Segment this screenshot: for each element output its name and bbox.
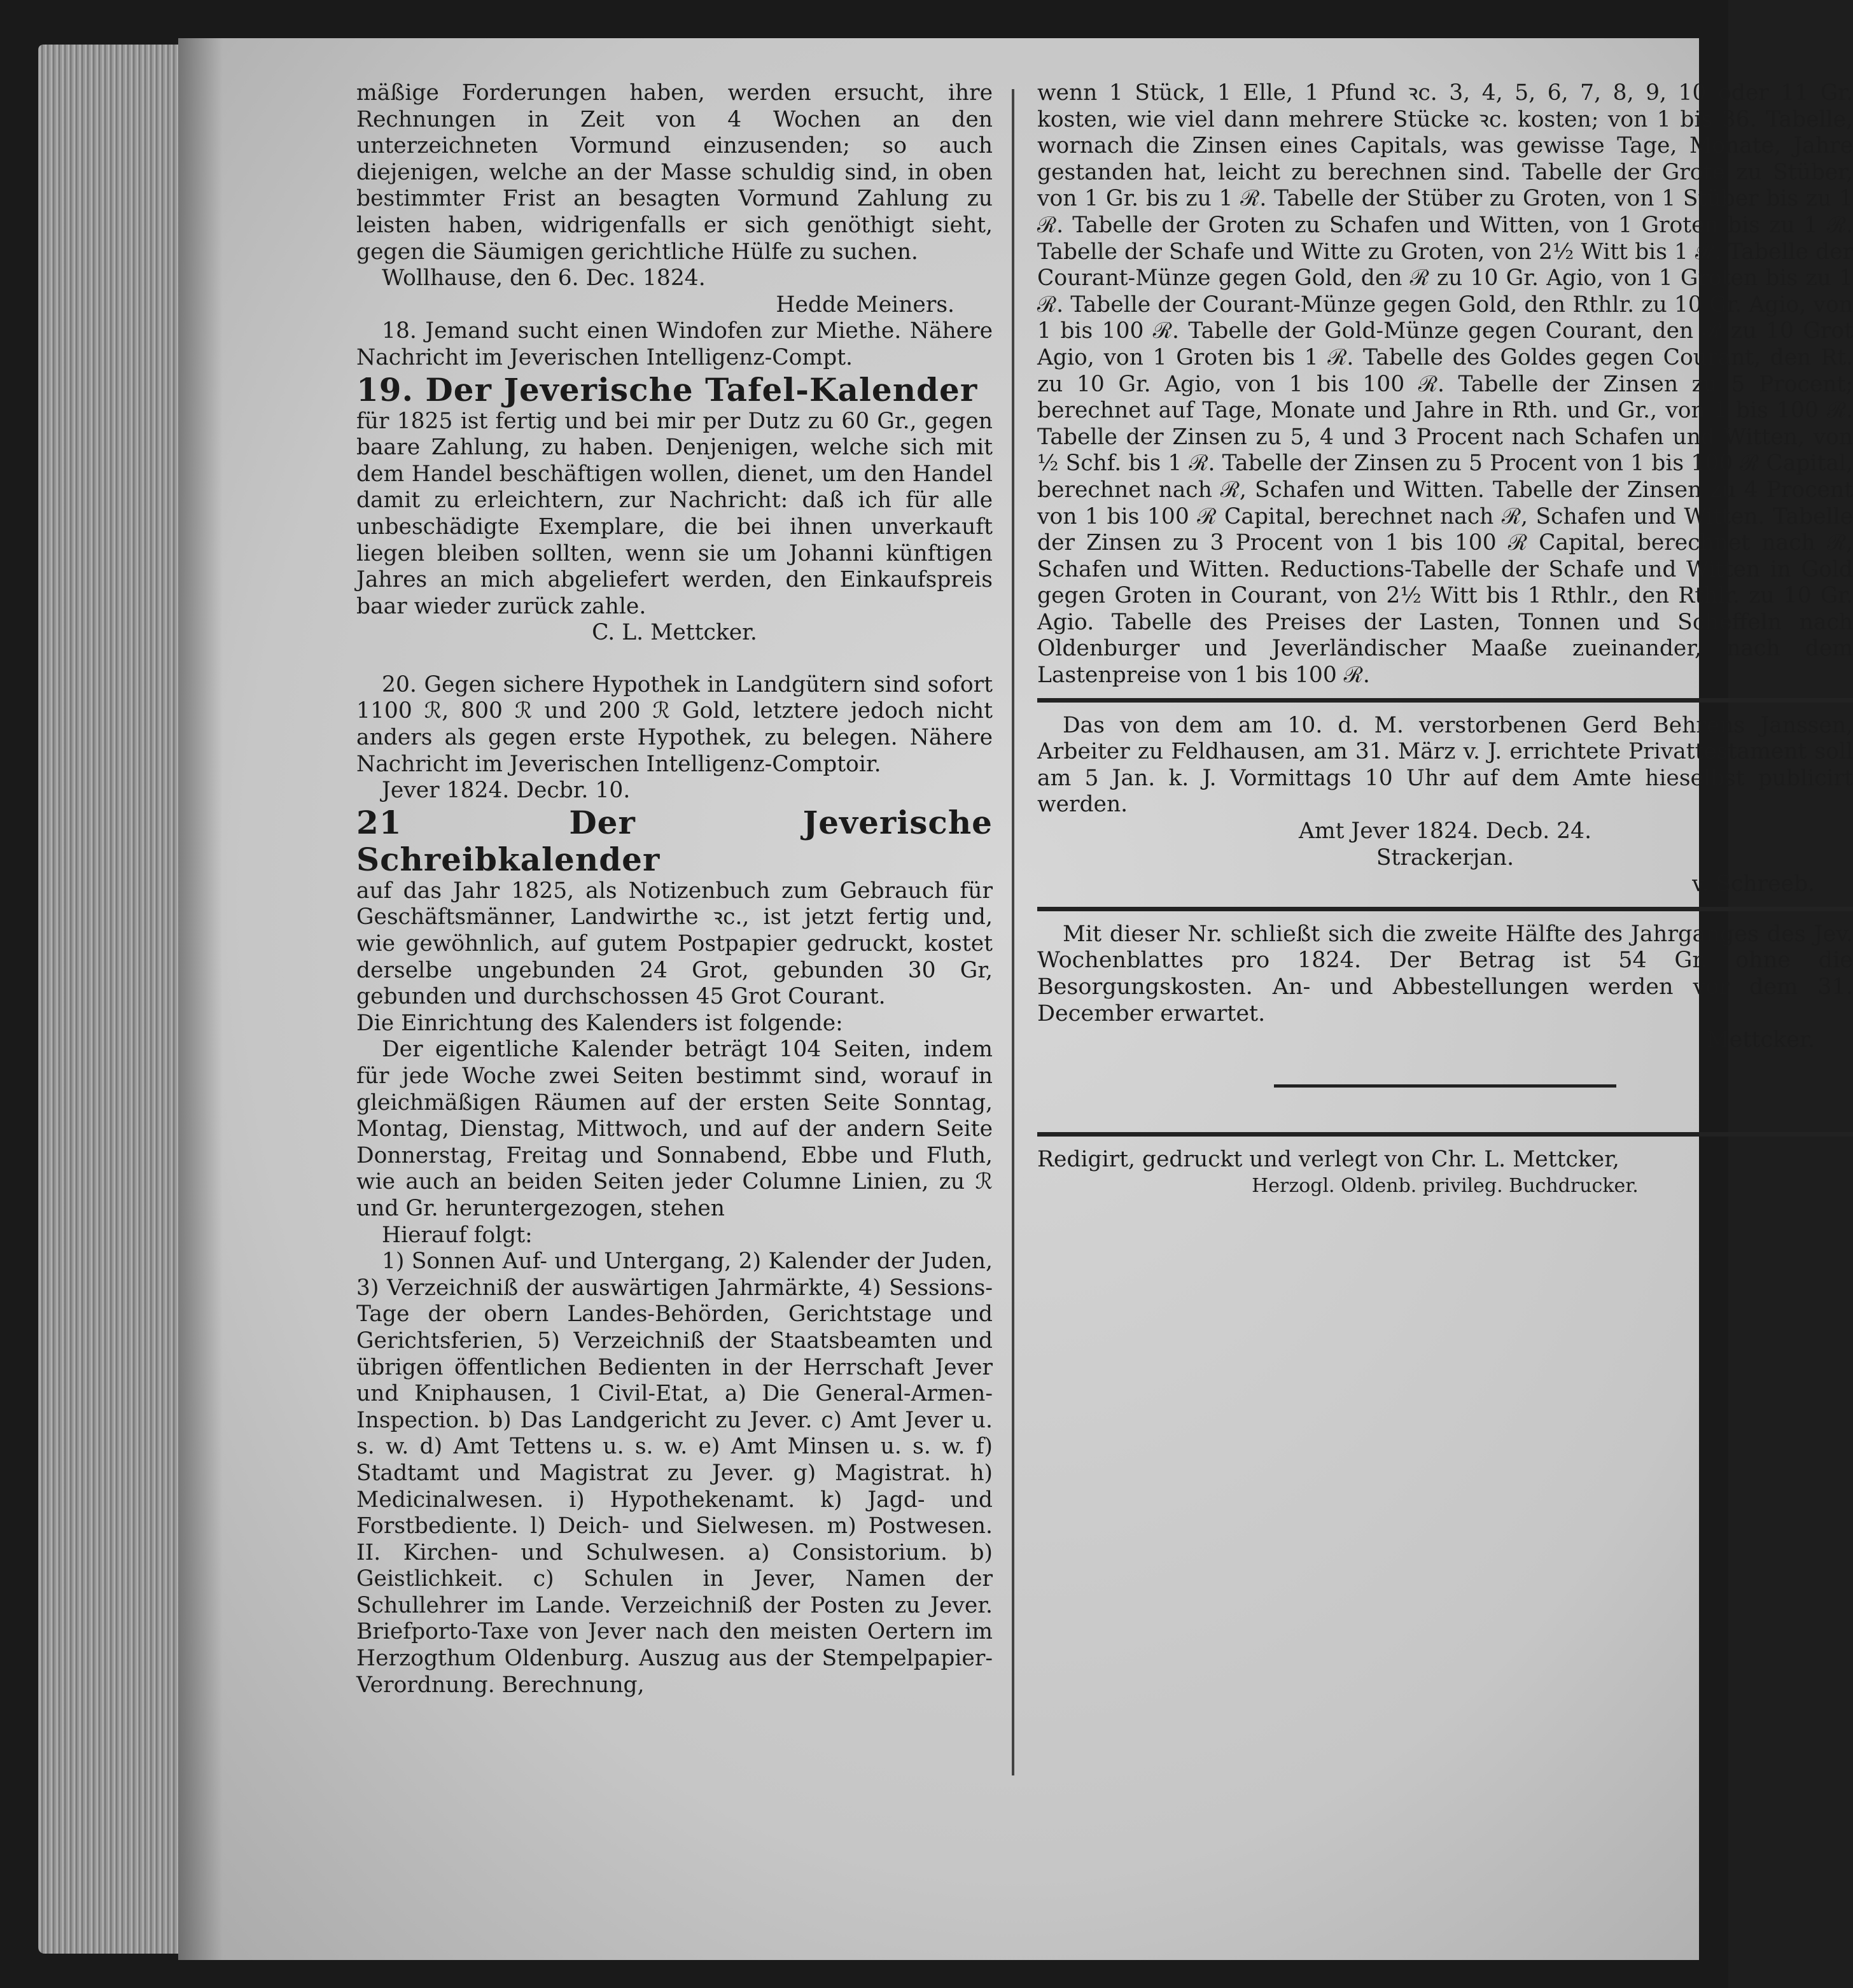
notice-21-description: Der eigentliche Kalender beträgt 104 Seiten, indem für jede Woche zwei Seiten bestimmt sind, worauf in gleichmäßigen Räumen auf der ersten Seite Sonntag, Montag, Dienstag, Mittwoch, und auf der andern Seite Donnerstag, Freitag und Sonnabend, Ebbe und Fluth, wie auch an beiden Seiten jeder Columne Linien, zu ℛ und Gr. heruntergezogen, stehen xyxy=(356,1037,993,1221)
separator-rule xyxy=(1037,907,1853,911)
newspaper-page xyxy=(178,38,1853,1960)
footer-rule xyxy=(1037,1132,1853,1137)
notice-19-signature: C. L. Mettcker. xyxy=(592,620,757,646)
notice-18: 18. Jemand sucht einen Windofen zur Miethe. Nähere Nachricht im Jeverischen Intelligenz-Compt. xyxy=(356,318,993,370)
column-divider xyxy=(1012,89,1014,1775)
left-column xyxy=(356,80,993,1698)
notice-estate-place-date: Wollhause, den 6. Dec. 1824. xyxy=(382,265,706,291)
notice-19-heading: 19. Der Jeverische Tafel-Kalender xyxy=(356,370,978,409)
notice-subscription-signature: Mettcker. xyxy=(1706,1027,1815,1053)
notice-21-follows: Hierauf folgt: xyxy=(382,1222,533,1248)
notice-testament-signature-2: v. Schreeb. xyxy=(1692,871,1815,897)
right-column xyxy=(1037,80,1853,1200)
notice-21-setup: Die Einrichtung des Kalenders ist folgende: xyxy=(356,1010,843,1036)
notice-testament-place-date: Amt Jever 1824. Decb. 24. xyxy=(1298,818,1592,844)
notice-testament: Das von dem am 10. d. M. verstorbenen Gerd Behrens Janssen, Arbeiter zu Feldhausen, am 31. März v. J. errichtete Privattestament soll am 5 Jan. k. J. Vormittags 10 Uhr auf dem Amte hieselbst publicirt werden. xyxy=(1037,712,1853,818)
notice-20-body: 20. Gegen sichere Hypothek in Landgütern sind sofort 1100 ℛ, 800 ℛ und 200 ℛ Gold, letztere jedoch nicht anders als gegen erste Hypothek, zu belegen. Nähere Nachricht im Jeverischen Intelligenz-Comptoir. xyxy=(356,671,993,777)
separator-rule xyxy=(1037,698,1853,703)
notice-estate-signature: Hedde Meiners. xyxy=(776,291,954,318)
end-rule xyxy=(1274,1084,1616,1088)
notice-estate-claims: mäßige Forderungen haben, werden ersucht, ihre Rechnungen in Zeit von 4 Wochen an den unterzeichneten Vormund einzusenden; so auch diejenigen, welche an der Masse schuldig sind, in oben bestimmter Frist an besagten Vormund Zahlung zu leisten haben, widrigenfalls er sich genöthigt sieht, gegen die Säumigen gerichtliche Hülfe zu suchen. xyxy=(356,80,993,265)
calendar-contents-continued: wenn 1 Stück, 1 Elle, 1 Pfund ꝛc. 3, 4, 5, 6, 7, 8, 9, 10 oder 11 Gr. kosten, wie viel dann mehrere Stücke ꝛc. kosten; von 1 bis 36. Tabelle, wornach die Zinsen eines Capitals, was gewisse Tage, Monate, Jahre gestanden hat, leicht zu berechnen sind. Tabelle der Grote zu Stüber, von 1 Gr. bis zu 1 ℛ. Tabelle der Stüber zu Groten, von 1 Stüber bis zu 1 ℛ. Tabelle der Groten zu Schafen und Witten, von 1 Groten bis zu 1 ℛ. Tabelle der Schafe und Witte zu Groten, von 2½ Witt bis 1 ℛ. Tabelle der Courant-Münze gegen Gold, den ℛ zu 10 Gr. Agio, von 1 Groten bis zu 1 ℛ. Tabelle der Courant-Münze gegen Gold, den Rthlr. zu 10 Gr. Agio, von 1 bis 100 ℛ. Tabelle der Gold-Münze gegen Courant, den ℛ zu 10 Grot Agio, von 1 Groten bis 1 ℛ. Tabelle des Goldes gegen Courant, den Rt. zu 10 Gr. Agio, von 1 bis 100 ℛ. Tabelle der Zinsen zu 5 Procent; berechnet auf Tage, Monate und Jahre in Rth. und Gr., von 1 bis 100 ℛ. Tabelle der Zinsen zu 5, 4 und 3 Procent nach Schafen und Witten, von ½ Schf. bis 1 ℛ. Tabelle der Zinsen zu 5 Procent von 1 bis 100 ℛ Capital, berechnet nach ℛ, Schafen und Witten. Tabelle der Zinsen zu 4 Procent von 1 bis 100 ℛ Capital, berechnet nach ℛ, Schafen und Witten. Tabelle der Zinsen zu 3 Procent von 1 bis 100 ℛ Capital, berechnet nach ℛ, Schafen und Witten. Reductions-Tabelle der Schafe und Witten in Gold gegen Groten in Courant, von 2½ Witt bis 1 Rthlr., den Rthlr. zu 10 Gr. Agio. Tabelle des Preises der Lasten, Tonnen und Scheffeln nach Oldenburger und Jeverländischer Maaße zueinander, nach dem Lastenpreise von 1 bis 100 ℛ. xyxy=(1037,80,1853,689)
notice-20-date: Jever 1824. Decbr. 10. xyxy=(382,778,631,804)
notice-21-contents: 1) Sonnen Auf- und Untergang, 2) Kalender der Juden, 3) Verzeichniß der auswärtigen Jahrmärkte, 4) Sessions-Tage der obern Landes-Behörden, Gerichtstage und Gerichtsferien, 5) Verzeichniß der Staatsbeamten und übrigen öffentlichen Bedienten in der Herrschaft Jever und Kniphausen, 1 Civil-Etat, a) Die General-Armen-Inspection. b) Das Landgericht zu Jever. c) Amt Jever u. s. w. d) Amt Tettens u. s. w. e) Amt Minsen u. s. w. f) Stadtamt und Magistrat zu Jever. g) Magistrat. h) Medicinalwesen. i) Hypothekenamt. k) Jagd- und Forstbediente. l) Deich- und Sielwesen. m) Postwesen. II. Kirchen- und Schulwesen. a) Consistorium. b) Geistlichkeit. c) Schulen in Jever, Namen der Schullehrer im Lande. Verzeichniß der Posten zu Jever. Briefporto-Taxe von Jever nach den meisten Oertern im Herzogthum Oldenburg. Auszug aus der Stempelpapier-Verordnung. Berechnung, xyxy=(356,1249,993,1698)
imprint-line-2: Herzogl. Oldenb. privileg. Buchdrucker. xyxy=(1252,1175,1639,1198)
notice-19-body: für 1825 ist fertig und bei mir per Dutz zu 60 Gr., gegen baare Zahlung, zu haben. Denjenigen, welche sich mit dem Handel beschäftigen wollen, dienet, um den Handel damit zu erleichtern, zur Nachricht: daß ich für alle unbeschädigte Exemplare, die bei ihnen unverkauft liegen bleiben sollten, wenn sie um Johanni künftigen Jahres an mich abgeliefert werden, den Einkaufspreis baar wieder zurück zahle. xyxy=(356,408,993,619)
notice-testament-signature-1: Strackerjan. xyxy=(1376,844,1514,871)
book-page-edges xyxy=(38,45,178,1954)
notice-subscription: Mit dieser Nr. schließt sich die zweite Hälfte des Jahrganges des Jev. Wochenblattes pro 1824. Der Betrag ist 54 Gr. ohne die Besorgungskosten. An- und Abbestellungen werden vor dem 31. December erwartet. xyxy=(1037,921,1853,1026)
imprint-line-1: Redigirt, gedruckt und verlegt von Chr. L. Mettcker, xyxy=(1037,1146,1619,1172)
gutter-shadow xyxy=(178,38,223,1960)
notice-21-heading: 21 Der Jeverische Schreibkalender xyxy=(356,803,993,878)
notice-21-body: auf das Jahr 1825, als Notizenbuch zum Gebrauch für Geschäftsmänner, Landwirthe ꝛc., ist jetzt fertig und, wie gewöhnlich, auf gutem Postpapier gedruckt, kostet derselbe ungebunden 24 Grot, gebunden 30 Gr, gebunden und durchschossen 45 Grot Courant. xyxy=(356,878,993,1010)
